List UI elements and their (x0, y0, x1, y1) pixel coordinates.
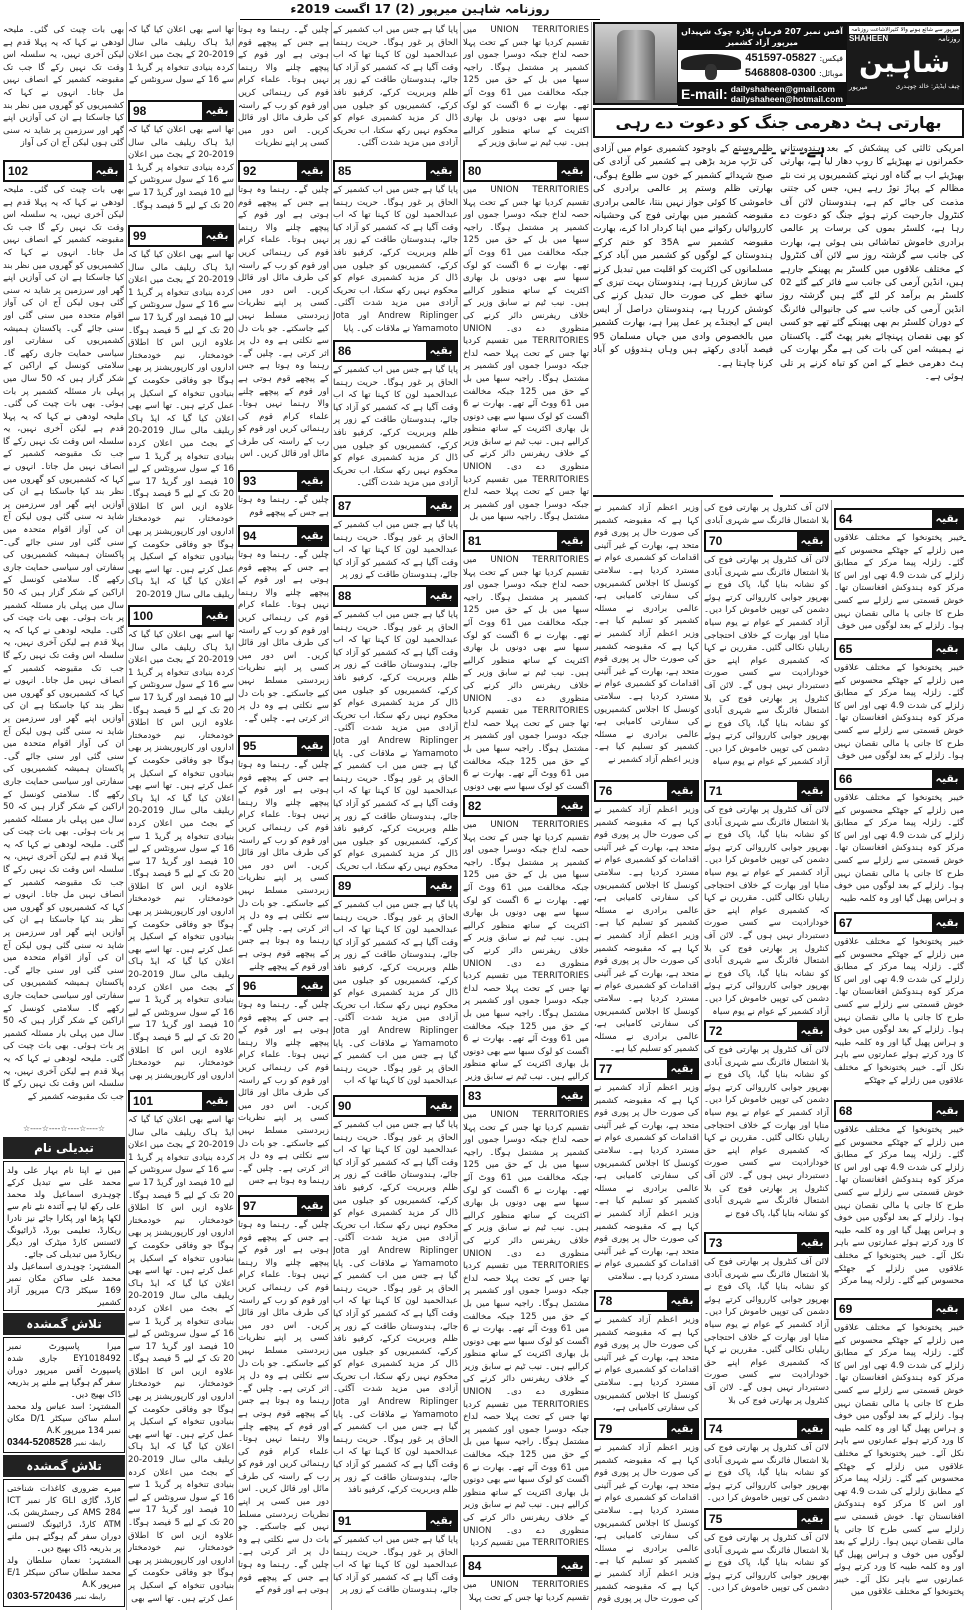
continuation-marker (333, 585, 458, 607)
eagle-icon (681, 50, 741, 82)
news-column-b (704, 502, 829, 1608)
marker-label: بقیہ (426, 587, 456, 605)
continuation-marker (834, 1298, 964, 1320)
marker-number: 74 (709, 1422, 723, 1436)
continuation-marker (333, 160, 458, 182)
email-panel (678, 82, 846, 106)
continuation-marker (333, 875, 458, 897)
news-column-f-text: چلیں گے۔ رہنما وہ ہوتا ہے جس کے پیچھے قوم (238, 495, 329, 518)
news-column-d-text: UNION TERRITORIES میں تقسیم کردیا تھا جس کے تحت پہلا حصہ لداخ جبکہ دوسرا جموں اور کشمیر پر مشتمل ہوگا۔ راجیہ سبھا میں بل کے حق میں 125 جبکہ مخالفت میں 61 ووٹ آئے تھے۔ بھارت نے 6 اگست کو لوک سبھا سے بھی دونوں بل بھاری اکثریت کے ساتھ منظور کرالیے ہیں۔ نیب ٹیم نے سابق وزیر کے (463, 25, 589, 149)
news-column-a (834, 502, 964, 1608)
continuation-marker (463, 160, 589, 182)
marker-number: 92 (243, 164, 257, 178)
continuation-marker (128, 100, 234, 122)
lost-heading-2: تلاش گمشدہ (3, 1455, 125, 1477)
continuation-marker (834, 508, 964, 530)
news-column-a-text: خیبر پختونخوا کے مختلف علاقوں میں زلزلے کے جھٹکے محسوس کیے گئے۔ زلزلہ پیما مرکز کے مطابق زلزلے کی شدت 4.9 تھی اور اس کا مرکز کوہ ہندوکش افغانستان تھا۔ خوش قسمتی سے زلزلے سے کسی طرح کا جانی یا مالی نقصان نہیں ہوا۔ زلزلے کے بعد لوگوں میں خوف و ہراس پھیل گیا اور وہ کلمہ طیبہ (834, 793, 964, 904)
marker-number: 67 (839, 916, 853, 930)
logo-title: شاہین (858, 46, 951, 79)
news-column-e-text: پایا گیا ہے جس میں اب کشمیر کے الحاق پر غور ہوگا۔ حریت رہنما عبدالحمید لون کا کہنا تھا کہ اب وقت آگیا ہے کہ کشمیر کو آزاد کیا جائے، ہندوستان طاقت کے زور پر (333, 1535, 458, 1596)
mobile-line: موبائل: 0300-5468808 (744, 67, 843, 79)
monument-photo (595, 24, 677, 103)
star-separator: ☆----☆----☆----☆----☆ (22, 1124, 106, 1133)
news-column-e-text: پایا گیا ہے جس میں اب کشمیر کے الحاق پر غور ہوگا۔ حریت رہنما عبدالحمید لون کا کہنا تھا کہ اب وقت آگیا ہے کہ کشمیر کو آزاد کیا جائے، ہندوستان طاقت کے زور پر (333, 520, 458, 581)
logo-tagline: میرپور سے شائع ہونے والا کثیرالاشاعت روزنامہ (849, 26, 960, 34)
marker-number: 80 (468, 164, 482, 178)
ad-body: میرے ضروری کاغذات شناختی کارڈ، گاڑی GLI کار نمبر ICT AMS 284 کی رجسٹریشن بک، ATM کارڈ، ڈرائیونگ لائسنس دوران سفر گم ہوگئے ہیں ملنے پر بذریعہ ڈاک بھیج دیں۔ (7, 1483, 121, 1553)
logo-city: میرپور (849, 83, 868, 91)
continuation-marker (128, 225, 234, 247)
marker-number: 94 (243, 529, 257, 543)
news-column-b-text: لائن آف کنٹرول پر بھارتی فوج کی بلا اشتعال فائرنگ سے شہری آبادی کو نشانہ بنایا گیا، پاک فوج نے بھرپور جوابی کارروائی کرتے ہوئے دشمن کی توپیں خاموش کرا دیں۔ آزاد کشمیر کے عوام نے یوم سیاہ منایا اور بھارت کے خلاف احتجاجی ریلیاں نکالی گئیں۔ مقررین نے کہا کہ کشمیری عوام اپنے حق خودارادیت سے کسی صورت دستبردار نہیں ہوں گے۔ لائن آف کنٹرول پر بھارتی فوج کی بلا اشتعال فائرنگ سے شہری آبادی کو نشانہ بنایا گیا، پاک فوج نے بھرپور جوابی کارروائی کرتے ہوئے دشمن کی توپیں خاموش کرا دیں۔ آزاد کشمیر کے عوام نے یوم سیاہ (704, 555, 829, 767)
news-column-f-text: چلیں گے۔ رہنما وہ ہوتا ہے جس کے پیچھے قوم ہوتی ہے اور قوم کے پیچھے چلنے والا رہنما نہیں ہوتا۔ علماء کرام قوم کی رہنمائی کریں اور قوم کو رب کے راستہ کی طرف مائل اور قائل کریں۔ اس دور میں کسی پر اپنے نظریات زبردستی مسلط نہیں کیے جاسکتے۔ جو بات دل سے نکلتی ہے وہ دل پر اثر کرتی ہے۔ چلیں گے۔ رہنما وہ ہوتا ہے جس کے پیچھے قوم ہوتی ہے اور قوم کے پیچھے چلنے والا رہنما نہیں ہوتا۔ علماء کرام قوم کی رہنمائی کریں اور قوم کو رب کے راستہ کی طرف مائل اور قائل کریں۔ اس (238, 185, 329, 460)
classifieds-section (3, 1123, 125, 1607)
marker-label: بقیہ (557, 162, 587, 180)
marker-label: بقیہ (797, 1022, 827, 1040)
news-column-e-text: پایا گیا ہے جس میں اب کشمیر کے الحاق پر غور ہوگا۔ حریت رہنما عبدالحمید لون کا کہنا تھا کہ اب وقت آگیا ہے کہ کشمیر کو آزاد کیا جائے، ہندوستان طاقت کے زور پر ظلم وبربریت کرکے، کرفیو نافذ کرکے، کشمیریوں کو جیلوں میں ڈال کر مزید کشمیری عوام کو محکوم نہیں رکھ سکتا، اب تحریک آزادی میں مزید شدت آگئی۔ Andrew Riplinger اور Jota Yamamoto نے ملاقات کی۔ پایا گیا ہے جس میں اب کشمیر کے الحاق پر غور ہوگا۔ حریت رہنما عبدالحمید لون کا کہنا تھا کہ اب وقت آگیا ہے کہ کشمیر کو آزاد کیا جائے، ہندوستان طاقت کے زور پر ظلم وبربریت کرکے، کرفیو نافذ کرکے، کشمیریوں کو جیلوں میں ڈال کر مزید کشمیری عوام کو محکوم نہیں رکھ سکتا، اب تحریک (333, 610, 458, 872)
continuation-marker (3, 160, 124, 182)
marker-number: 93 (243, 474, 257, 488)
marker-number: 96 (243, 979, 257, 993)
news-column-d-text: UNION TERRITORIES میں تقسیم کردیا تھا جس کے تحت پہلا (463, 1580, 589, 1603)
marker-number: 87 (338, 499, 352, 513)
continuation-marker (333, 495, 458, 517)
lost-ad-1 (3, 1337, 125, 1453)
ad-phone: 0303-5720436 (7, 1591, 72, 1602)
news-column-f-text: چلیں گے۔ رہنما وہ ہوتا ہے جس کے پیچھے قوم ہوتی ہے اور قوم کے پیچھے چلنے والا رہنما نہیں ہوتا۔ علماء کرام قوم کی رہنمائی کریں اور قوم کو رب کے راستہ کی طرف مائل اور قائل کریں۔ اس دور میں کسی پر اپنے نظریات (238, 25, 329, 149)
marker-number: 64 (839, 512, 853, 526)
news-column-b-text: لائن آف کنٹرول پر بھارتی فوج کی بلا اشتعال فائرنگ سے شہری آبادی کو نشانہ بنایا گیا، پاک فوج نے بھرپور جوابی کارروائی کرتے ہوئے دشمن کی توپیں خاموش کرا دیں۔ آزاد کشمیر کے عوام نے یوم سیاہ منایا اور بھارت کے خلاف احتجاجی ریلیاں نکالی گئیں۔ مقررین نے کہا کہ کشمیری عوام اپنے حق خودارادیت سے کسی صورت دستبردار نہیں ہوں گے۔ لائن آف کنٹرول پر بھارتی فوج کی بلا (704, 1257, 829, 1406)
continuation-marker (238, 470, 329, 492)
continuation-marker (463, 530, 589, 552)
marker-label: بقیہ (557, 1557, 587, 1575)
marker-number: 66 (839, 772, 853, 786)
contact-panel (677, 24, 847, 103)
fax-number: 05827-451597 (745, 52, 817, 64)
page-dateline: روزنامہ شاہین میرپور (2) 17 اگست 2019ء (240, 1, 600, 20)
news-column-a-text: خیبر پختونخوا کے مختلف علاقوں میں زلزلے کے جھٹکے محسوس کیے گئے۔ زلزلہ پیما مرکز کے مطابق زلزلے کی شدت 4.9 تھی اور اس کا مرکز کوہ ہندوکش افغانستان تھا۔ خوش قسمتی سے زلزلے سے کسی طرح کا جانی یا مالی نقصان نہیں ہوا۔ زلزلے کے بعد لوگوں میں خوف (834, 533, 964, 632)
ad-body: میں نے اپنا نام بہار علی ولد محمد علی سے تبدیل کرکے چوہدری اسماعیل ولد محمد علی رکھ لیا ہے آئندہ نئے نام سے لکھا پڑھا اور پکارا جائے نیز نادرا ریکارڈ، تعلیمی بورڈ، ڈرائیونگ لائسنس کارڈ میٹرک اور دیگر ریکارڈ میں تبدیلی کی جائے۔ (7, 1165, 121, 1259)
marker-label: بقیہ (667, 1292, 697, 1310)
continuation-marker (594, 1058, 699, 1080)
editorial-headline: بھارتی ہٹ دھرمی جنگ کو دعوت دے رہی ہے۔۔۔۔۔۔۔۔ (593, 108, 964, 138)
marker-number: 77 (599, 1062, 613, 1076)
ad-advertiser: المشتہر: چوہدری اسماعیل ولد محمد علی ساکن مکان نمبر 169 سیکٹر C/3 میرپور آزاد کشمیر (7, 1261, 121, 1307)
news-column-e-text: پایا گیا ہے جس میں اب کشمیر کے الحاق پر غور ہوگا۔ حریت رہنما عبدالحمید لون کا کہنا تھا کہ اب وقت آگیا ہے کہ کشمیر کو آزاد کیا جائے، ہندوستان طاقت کے زور پر ظلم وبربریت کرکے، کرفیو نافذ کرکے، کشمیریوں کو جیلوں میں ڈال کر مزید کشمیری عوام کو محکوم نہیں رکھ سکتا، اب تحریک آزادی میں مزید شدت آگئی۔ (333, 25, 458, 149)
editorial-column-1: امریکی ثالثی کی پیشکش کے بعد ہندوستانی حکمرانوں نے بھیڑیئے کا روپ دھار لیا ہے، بھارتی بھیڑیئے اب بے گناہ اور نہتے کشمیریوں پر نت نئے مظالم کے پہاڑ توڑ رہے ہیں، جس کی جتنی مذمت کی جائے کم ہے، ہندوستان لائن آف کنٹرول جارحیت کرتے ہوئے جنگ کو دعوت دے رہا ہے، کلسٹر بموں کی برسات پر عالمی برادری خاموش تماشائی بنی ہوئی ہے، بھارت کی جانب سے گزشتہ روز سے لائن آف کنٹرول کے مختلف علاقوں میں کلسٹر بم پھینکے جارہے ہیں، انڈین آرمی کی جانب سے فائر کیے گئے 02 کلسٹر بم برآمد کر لئے گئے ہیں گزشتہ روز انڈین آرمی کی جانب سے کی جانیوالی فائرنگ کے دوران کلسٹر بم بھی پھینکے گئے تھے جو کسی کو بھی نقصان پہنچائے بغیر پھٹ گئے۔ پاکستان نے ہمیشہ امن کی بات کی ہے مگر بھارت کی ہٹ دھرمی خطے کے امن کو تباہ کرنے پر تلی ہوئی ہے۔ (780, 142, 964, 497)
marker-number: 70 (709, 534, 723, 548)
news-column-c-text: وزیر اعظم آزاد کشمیر نے کہا ہے کہ مقبوضہ کشمیر کی صورت حال پر پوری قوم متحد ہے، بھارت کے غیر آئینی اقدامات کو کشمیری عوام نے مسترد کردیا ہے۔ سلامتی کونسل کا اجلاس کشمیریوں کی سفارتی کامیابی ہے، (594, 1315, 699, 1414)
news-column-d-text: UNION TERRITORIES میں تقسیم کردیا تھا جس کے تحت پہلا حصہ لداخ جبکہ دوسرا جموں اور کشمیر پر مشتمل ہوگا۔ راجیہ سبھا میں بل کے حق میں 125 جبکہ مخالفت میں 61 ووٹ آئے تھے۔ بھارت نے 6 اگست کو لوک سبھا سے بھی دونوں بل بھاری اکثریت کے ساتھ منظور کرالیے ہیں۔ نیب ٹیم نے سابق وزیر کے خلاف ریفرنس دائر کرنے کی منظوری دے دی۔ UNION TERRITORIES میں تقسیم کردیا تھا جس کے تحت پہلا حصہ لداخ جبکہ دوسرا جموں اور کشمیر پر مشتمل ہوگا۔ راجیہ سبھا میں بل کے حق میں 125 جبکہ مخالفت میں 61 ووٹ آئے تھے۔ بھارت نے 6 اگست کو لوک سبھا سے بھی دونوں بل بھاری اکثریت کے ساتھ منظور کرالیے ہیں۔ نیب ٹیم نے سابق وزیر کے خلاف ریفرنس دائر کرنے کی منظوری دے دی۔ UNION TERRITORIES میں تقسیم کردیا تھا جس کے تحت پہلا حصہ لداخ جبکہ دوسرا جموں اور کشمیر پر مشتمل ہوگا۔ راجیہ سبھا میں بل (463, 185, 589, 523)
marker-number: 71 (709, 784, 723, 798)
news-column-d-text: UNION TERRITORIES میں تقسیم کردیا تھا جس کے تحت پہلا حصہ لداخ جبکہ دوسرا جموں اور کشمیر پر مشتمل ہوگا۔ راجیہ سبھا میں بل کے حق میں 125 جبکہ مخالفت میں 61 ووٹ آئے تھے۔ بھارت نے 6 اگست کو لوک سبھا سے بھی دونوں بل بھاری اکثریت کے ساتھ منظور کرالیے ہیں۔ نیب ٹیم نے سابق وزیر کے خلاف ریفرنس دائر کرنے کی منظوری دے دی۔ UNION TERRITORIES میں تقسیم کردیا تھا جس کے تحت پہلا حصہ لداخ جبکہ دوسرا جموں اور کشمیر پر مشتمل ہوگا۔ راجیہ سبھا میں بل کے حق میں 125 جبکہ مخالفت میں 61 ووٹ آئے تھے۔ بھارت نے 6 اگست کو لوک سبھا سے بھی دونوں بل بھاری اکثریت کے ساتھ منظور کرالیے ہیں۔ نیب ٹیم نے سابق وزیر (463, 820, 589, 1082)
news-column-a-text: خیبر پختونخوا کے مختلف علاقوں میں زلزلے کے جھٹکے محسوس کیے گئے۔ زلزلہ پیما مرکز کے مطابق زلزلے کی شدت 4.9 تھی اور اس کا مرکز کوہ ہندوکش افغانستان تھا۔ خوش قسمتی سے زلزلے سے کسی طرح کا جانی یا مالی نقصان نہیں ہوا۔ زلزلے کے بعد لوگوں میں خوف و ہراس پھیل گیا اور وہ کلمہ طیبہ کا ورد کرتے ہوئے عمارتوں سے باہر نکل آئے۔ خیبر پختونخوا کے مختلف علاقوں میں زلزلے کے جھٹکے (834, 937, 964, 1086)
email-gmail: dailyshaheen@gmail.com (730, 84, 835, 94)
news-column-g-text: تھا اسے بھی اعلان کیا گیا کہ ایڈ ہاک ریلیف مالی سال 2019-20 کے بجٹ میں اعلان کردہ بنیادی تنخواہ پر گریڈ 1 سے 16 کے سول سرونٹس کے لیے 10 فیصد اور گریڈ 17 سے 20 تک کے لیے 5 فیصد ہوگا۔ علاوہ ازیں اس کا اطلاق خودمختار، نیم خودمختار اداروں اور کارپوریشنز پر بھی ہوگا جو وفاقی حکومت کے بنیادوں تنخواہ کے اسکیل پر عمل کرتے ہیں۔ تھا اسے بھی اعلان کیا گیا کہ ایڈ ہاک ریلیف مالی سال 2019-20 کے بجٹ میں اعلان کردہ بنیادی تنخواہ پر گریڈ 1 سے 16 کے سول سرونٹس کے لیے 10 فیصد اور گریڈ 17 سے 20 تک کے لیے 5 فیصد ہوگا۔ علاوہ ازیں اس کا اطلاق خودمختار، نیم خودمختار اداروں اور کارپوریشنز پر بھی ہوگا جو وفاقی حکومت کے بنیادوں تنخواہ کے اسکیل پر عمل کرتے ہیں۔ تھا اسے بھی اعلان کیا گیا کہ ایڈ ہاک ریلیف مالی سال 2019-20 کے بجٹ میں اعلان کردہ بنیادی تنخواہ پر گریڈ 1 سے 16 کے سول سرونٹس کے لیے 10 فیصد اور گریڈ 17 سے 20 تک کے لیے 5 فیصد ہوگا۔ علاوہ ازیں اس کا اطلاق خودمختار، نیم خودمختار اداروں اور کارپوریشنز پر بھی ہوگا جو وفاقی حکومت کے بنیادوں تنخواہ کے اسکیل پر عمل کرتے ہیں۔ تھا اسے بھی (128, 1115, 234, 1604)
continuation-marker (834, 638, 964, 660)
news-column-h (3, 24, 124, 1117)
email-hotmail: dailyshaheen@hotmail.com (730, 94, 843, 104)
marker-label: بقیہ (797, 532, 827, 550)
marker-number: 75 (709, 1512, 723, 1526)
continuation-marker (463, 795, 589, 817)
marker-number: 69 (839, 1302, 853, 1316)
continuation-marker (834, 768, 964, 790)
email-label: E-mail: (681, 86, 728, 102)
marker-number: 85 (338, 164, 352, 178)
ad-phone-label: رابطہ نمبر (74, 1439, 106, 1447)
news-column-g (128, 24, 234, 1608)
marker-number: 99 (133, 229, 147, 243)
ad-advertiser: المشتہر: نعمان سلطان ولد محمد سلطان ساکن سیکٹر E/1 میرپور A.K (7, 1555, 121, 1589)
marker-label: بقیہ (92, 162, 122, 180)
marker-number: 83 (468, 1089, 482, 1103)
news-column-f (238, 24, 329, 1608)
marker-number: 84 (468, 1559, 482, 1573)
continuation-marker (238, 735, 329, 757)
marker-label: بقیہ (202, 607, 232, 625)
marker-number: 65 (839, 642, 853, 656)
marker-number: 73 (709, 1236, 723, 1250)
news-column-g-text: تھا اسے بھی اعلان کیا گیا کہ ایڈ ہاک ریلیف مالی سال 2019-20 کے بجٹ میں اعلان کردہ بنیادی تنخواہ پر گریڈ 1 سے 16 کے سول سرونٹس کے لیے 10 فیصد اور گریڈ 17 سے 20 تک کے لیے 5 فیصد ہوگا۔ (128, 125, 234, 211)
news-column-b-text: لائن آف کنٹرول پر بھارتی فوج کی بلا اشتعال فائرنگ سے شہری آبادی کو نشانہ بنایا گیا، پاک فوج نے بھرپور جوابی کارروائی کرتے ہوئے دشمن کی توپیں خاموش کرا دیں۔ آزاد کشمیر کے عوام نے یوم سیاہ منایا اور بھارت کے خلاف احتجاجی ریلیاں نکالی گئیں۔ مقررین نے کہا کہ کشمیری عوام اپنے حق خودارادیت سے کسی صورت دستبردار نہیں ہوں گے۔ لائن آف کنٹرول پر بھارتی فوج کی بلا اشتعال فائرنگ سے شہری آبادی کو نشانہ بنایا گیا، پاک فوج نے بھرپور جوابی کارروائی کرتے ہوئے دشمن کی توپیں خاموش کرا دیں۔ آزاد کشمیر کے عوام نے یوم سیاہ (704, 805, 829, 1017)
news-column-e-text: پایا گیا ہے جس میں اب کشمیر کے الحاق پر غور ہوگا۔ حریت رہنما عبدالحمید لون کا کہنا تھا کہ اب وقت آگیا ہے کہ کشمیر کو آزاد کیا جائے، ہندوستان طاقت کے زور پر ظلم وبربریت کرکے، کرفیو نافذ کرکے، کشمیریوں کو جیلوں میں ڈال کر مزید کشمیری عوام کو محکوم نہیں رکھ سکتا، اب تحریک آزادی میں مزید شدت آگئی۔ Andrew Riplinger اور Jota Yamamoto نے ملاقات کی۔ پایا گیا ہے جس میں اب کشمیر کے الحاق پر غور ہوگا۔ حریت رہنما عبدالحمید لون کا کہنا تھا کہ اب (333, 900, 458, 1087)
marker-label: بقیہ (797, 782, 827, 800)
news-column-e-text: پایا گیا ہے جس میں اب کشمیر کے الحاق پر غور ہوگا۔ حریت رہنما عبدالحمید لون کا کہنا تھا کہ اب وقت آگیا ہے کہ کشمیر کو آزاد کیا جائے، ہندوستان طاقت کے زور پر ظلم وبربریت کرکے، کرفیو نافذ کرکے، کشمیریوں کو جیلوں میں ڈال کر مزید کشمیری عوام کو محکوم نہیں رکھ سکتا، اب تحریک آزادی میں مزید شدت آگئی۔ (333, 365, 458, 489)
marker-label: بقیہ (297, 737, 327, 755)
marker-number: 90 (338, 1099, 352, 1113)
news-column-e (333, 24, 458, 1608)
marker-label: بقیہ (797, 1420, 827, 1438)
continuation-marker (333, 340, 458, 362)
news-column-b-text: لائن آف کنٹرول پر بھارتی فوج کی بلا اشتعال فائرنگ سے شہری آبادی (704, 503, 829, 526)
newspaper-logo (847, 24, 962, 103)
marker-label: بقیہ (426, 1512, 456, 1530)
continuation-marker (463, 1555, 589, 1577)
masthead (593, 22, 964, 105)
marker-number: 98 (133, 104, 147, 118)
marker-label: بقیہ (202, 1092, 232, 1110)
marker-number: 97 (243, 1199, 257, 1213)
marker-number: 89 (338, 879, 352, 893)
chief-editor: چیف ایڈیٹر: خالد چوہدری (895, 83, 960, 90)
marker-label: بقیہ (667, 1420, 697, 1438)
news-column-f-text: چلیں گے۔ رہنما وہ ہوتا ہے جس کے پیچھے قوم ہوتی ہے اور قوم کے پیچھے چلنے والا رہنما نہیں ہوتا۔ علماء کرام قوم کی رہنمائی کریں اور قوم کو رب کے راستہ کی طرف مائل اور قائل کریں۔ اس دور میں کسی پر اپنے نظریات زبردستی مسلط نہیں کیے جاسکتے۔ جو بات دل سے نکلتی ہے وہ دل پر اثر کرتی ہے۔ چلیں گے۔ رہنما وہ ہوتا ہے جس کے پیچھے قوم ہوتی ہے اور قوم کے پیچھے چلنے والا رہنما نہیں ہوتا۔ علماء کرام قوم کی رہنمائی کریں اور قوم کو رب کے راستہ کی طرف مائل اور قائل کریں۔ اس دور میں کسی پر اپنے نظریات زبردستی مسلط نہیں کیے جاسکتے۔ جو بات دل سے نکلتی ہے وہ دل پر اثر کرتی ہے۔ چلیں گے۔ رہنما وہ ہوتا ہے جس کے پیچھے قوم ہوتی ہے اور قوم کے (238, 1220, 329, 1596)
news-column-e-text: پایا گیا ہے جس میں اب کشمیر کے الحاق پر غور ہوگا۔ حریت رہنما عبدالحمید لون کا کہنا تھا کہ اب وقت آگیا ہے کہ کشمیر کو آزاد کیا جائے، ہندوستان طاقت کے زور پر ظلم وبربریت کرکے، کرفیو نافذ کرکے، کشمیریوں کو جیلوں میں ڈال کر مزید کشمیری عوام کو محکوم نہیں رکھ سکتا، اب تحریک آزادی میں مزید شدت آگئی۔ Andrew Riplinger اور Jota Yamamoto نے ملاقات کی۔ پایا (333, 185, 458, 334)
marker-label: بقیہ (297, 527, 327, 545)
news-column-d (463, 24, 589, 1608)
marker-label: بقیہ (202, 102, 232, 120)
continuation-marker (704, 1232, 829, 1254)
lost-heading-1: تلاش گمشدہ (3, 1313, 125, 1335)
continuation-marker (463, 1085, 589, 1107)
news-column-c (594, 502, 699, 1608)
ad-phone: 0344-5208528 (7, 1437, 72, 1448)
news-column-a-text: خیبر پختونخوا کے مختلف علاقوں میں زلزلے کے جھٹکے محسوس کیے گئے۔ زلزلہ پیما مرکز کے مطابق زلزلے کی شدت 4.9 تھی اور اس کا مرکز کوہ ہندوکش افغانستان تھا۔ خوش قسمتی سے زلزلے سے کسی طرح کا جانی یا مالی نقصان نہیں ہوا۔ زلزلے کے بعد لوگوں میں خوف (834, 663, 964, 762)
marker-label: بقیہ (426, 162, 456, 180)
editorial-column-2: ظلم وستم کے باوجود کشمیری عوام میں آزادی کی تڑپ مزید بڑھی ہے کشمیر کی آزادی کی صبح شہدائے کشمیر کے خون سے طلوع ہوگی، بھارتی ظلم وستم پر عالمی برادری کی خاموشی کا کوئی جواز نہیں بنتا، عالمی برادری مقبوضہ کشمیر میں بھارتی فوج کی وحشیانہ کارروائیاں رکوانے میں اپنا کردار ادا کرے، بھارت مقبوضہ کشمیر سے 35A کو ختم کرکے ہندوستان کے لوگوں کو کشمیر میں آباد کرکے مسلمانوں کی اکثریت کو اقلیت میں تبدیل کرنے کی سازش کررہا ہے، ہندوستان بہت تیزی کے ساتھ خطے کی صورت حال تبدیل کرنے کی کوشش کررہا ہے، ہندوستان دراصل آر ایس ایس کے ایجنڈے پر عمل پیرا ہے، بھارت کشمیر میں بالخصوص وادی میں جہاں مسلمان 95 فیصد آبادی رکھتے ہیں وہاں ہندوؤں کو آباد کرنا چاہتا ہے۔ (593, 142, 773, 497)
marker-number: 79 (599, 1422, 613, 1436)
news-column-e-text: پایا گیا ہے جس میں اب کشمیر کے الحاق پر غور ہوگا۔ حریت رہنما عبدالحمید لون کا کہنا تھا کہ اب وقت آگیا ہے کہ کشمیر کو آزاد کیا جائے، ہندوستان طاقت کے زور پر ظلم وبربریت کرکے، کرفیو نافذ کرکے، کشمیریوں کو جیلوں میں ڈال کر مزید کشمیری عوام کو محکوم نہیں رکھ سکتا، اب تحریک آزادی میں مزید شدت آگئی۔ Andrew Riplinger اور Jota Yamamoto نے ملاقات کی۔ پایا گیا ہے جس میں اب کشمیر کے الحاق پر غور ہوگا۔ حریت رہنما عبدالحمید لون کا کہنا تھا کہ اب وقت آگیا ہے کہ کشمیر کو آزاد کیا جائے، ہندوستان طاقت کے زور پر ظلم وبربریت کرکے، کرفیو نافذ کرکے، کشمیریوں کو جیلوں میں ڈال کر مزید کشمیری عوام کو محکوم نہیں رکھ سکتا، اب تحریک آزادی میں مزید شدت آگئی۔ Andrew Riplinger اور Jota Yamamoto نے ملاقات کی۔ پایا گیا ہے جس میں اب کشمیر کے الحاق پر غور ہوگا۔ حریت رہنما عبدالحمید لون کا کہنا تھا کہ اب وقت آگیا ہے کہ کشمیر کو آزاد کیا جائے، ہندوستان طاقت کے زور پر ظلم وبربریت کرکے، کرفیو نافذ (333, 1120, 458, 1496)
marker-number: 82 (468, 799, 482, 813)
continuation-marker (333, 1095, 458, 1117)
continuation-marker (704, 1020, 829, 1042)
news-column-g-text: تھا اسے بھی اعلان کیا گیا کہ ایڈ ہاک ریلیف مالی سال 2019-20 کے بجٹ میں اعلان کردہ بنیادی تنخواہ پر گریڈ 1 سے 16 کے سول سرونٹس کے لیے 10 فیصد اور گریڈ 17 سے 20 تک کے لیے 5 فیصد ہوگا۔ علاوہ ازیں اس کا اطلاق خودمختار، نیم خودمختار اداروں اور کارپوریشنز پر بھی ہوگا جو وفاقی حکومت کے بنیادوں تنخواہ کے اسکیل پر عمل کرتے ہیں۔ تھا اسے بھی اعلان کیا گیا کہ ایڈ ہاک ریلیف مالی سال 2019-20 کے بجٹ میں اعلان کردہ بنیادی تنخواہ پر گریڈ 1 سے 16 کے سول سرونٹس کے لیے 10 فیصد اور گریڈ 17 سے 20 تک کے لیے 5 فیصد ہوگا۔ علاوہ ازیں اس کا اطلاق خودمختار، نیم خودمختار اداروں اور کارپوریشنز پر بھی ہوگا جو وفاقی حکومت کے بنیادوں تنخواہ کے اسکیل پر عمل کرتے ہیں۔ تھا اسے بھی اعلان کیا گیا کہ ایڈ ہاک ریلیف مالی سال 2019-20 (128, 250, 234, 601)
name-change-heading: تبدیلی نام (3, 1137, 125, 1159)
marker-label: بقیہ (202, 227, 232, 245)
marker-label: بقیہ (557, 797, 587, 815)
news-column-d-text: UNION TERRITORIES میں تقسیم کردیا تھا جس کے تحت پہلا حصہ لداخ جبکہ دوسرا جموں اور کشمیر پر مشتمل ہوگا۔ راجیہ سبھا میں بل کے حق میں 125 جبکہ مخالفت میں 61 ووٹ آئے تھے۔ بھارت نے 6 اگست کو لوک سبھا سے بھی دونوں بل بھاری اکثریت کے ساتھ منظور کرالیے ہیں۔ نیب ٹیم نے سابق وزیر کے خلاف ریفرنس دائر کرنے کی منظوری دے دی۔ UNION TERRITORIES میں تقسیم کردیا تھا جس کے تحت پہلا حصہ لداخ جبکہ دوسرا جموں اور کشمیر پر مشتمل ہوگا۔ راجیہ سبھا میں بل کے حق میں 125 جبکہ مخالفت میں 61 ووٹ آئے تھے۔ بھارت نے 6 اگست کو لوک سبھا سے بھی دونوں (463, 555, 589, 792)
news-column-f-text: چلیں گے۔ رہنما وہ ہوتا ہے جس کے پیچھے قوم ہوتی ہے اور قوم کے پیچھے چلنے والا رہنما نہیں ہوتا۔ علماء کرام قوم کی رہنمائی کریں اور قوم کو رب کے راستہ کی طرف مائل اور قائل کریں۔ اس دور میں کسی پر اپنے نظریات زبردستی مسلط نہیں کیے جاسکتے۔ جو بات دل سے نکلتی ہے وہ دل پر اثر کرتی ہے۔ چلیں گے۔ (238, 550, 329, 724)
news-column-a-text: خیبر پختونخوا کے مختلف علاقوں میں زلزلے کے جھٹکے محسوس کیے گئے۔ زلزلہ پیما مرکز کے مطابق زلزلے کی شدت 4.9 تھی اور اس کا مرکز کوہ ہندوکش افغانستان تھا۔ خوش قسمتی سے زلزلے سے کسی طرح کا جانی یا مالی نقصان نہیں ہوا۔ زلزلے کے بعد لوگوں میں خوف و ہراس پھیل گیا اور وہ کلمہ طیبہ کا ورد کرتے ہوئے عمارتوں سے باہر نکل آئے۔ خیبر پختونخوا کے مختلف علاقوں میں زلزلے کے جھٹکے محسوس کیے گئے۔ زلزلہ پیما مرکز (834, 1125, 964, 1287)
marker-number: 95 (243, 739, 257, 753)
continuation-marker (238, 975, 329, 997)
marker-label: بقیہ (297, 1197, 327, 1215)
news-column-h-text: بھی بات چیت کی گئی۔ ملیحہ لودھی نے کہا کہ یہ پہلا قدم ہے لیکن آخری نہیں، یہ سلسلہ اس وقت تک نہیں رکے گا جب تک مقبوضہ کشمیر کے انصاف نہیں مل جاتا۔ انہوں نے کہا کہ کشمیریوں کو گھروں میں نظر بند کیا جاسکتا ہے ان کی آوازیں اپنے گھر اور سرزمین پر شاید نہ سنی گئی ہوں لیکن آج ان کی آواز (3, 25, 124, 149)
marker-label: بقیہ (557, 1087, 587, 1105)
news-column-d-text: UNION TERRITORIES میں تقسیم کردیا تھا جس کے تحت پہلا حصہ لداخ جبکہ دوسرا جموں اور کشمیر پر مشتمل ہوگا۔ راجیہ سبھا میں بل کے حق میں 125 جبکہ مخالفت میں 61 ووٹ آئے تھے۔ بھارت نے 6 اگست کو لوک سبھا سے بھی دونوں بل بھاری اکثریت کے ساتھ منظور کرالیے ہیں۔ نیب ٹیم نے سابق وزیر کے خلاف ریفرنس دائر کرنے کی منظوری دے دی۔ UNION TERRITORIES میں تقسیم کردیا تھا جس کے تحت پہلا حصہ لداخ جبکہ دوسرا جموں اور کشمیر پر مشتمل ہوگا۔ راجیہ سبھا میں بل کے حق میں 125 جبکہ مخالفت میں 61 ووٹ آئے تھے۔ بھارت نے 6 اگست کو لوک سبھا سے بھی دونوں بل بھاری اکثریت کے ساتھ منظور کرالیے ہیں۔ نیب ٹیم نے سابق وزیر کے خلاف ریفرنس دائر کرنے کی منظوری دے دی۔ UNION TERRITORIES میں تقسیم کردیا تھا جس کے تحت پہلا حصہ لداخ جبکہ دوسرا جموں اور کشمیر پر مشتمل ہوگا۔ راجیہ سبھا میں بل کے حق میں 125 جبکہ مخالفت میں 61 ووٹ آئے تھے۔ بھارت نے 6 اگست کو لوک سبھا سے بھی دونوں بل بھاری اکثریت کے ساتھ منظور کرالیے ہیں۔ نیب ٹیم نے سابق وزیر کے خلاف ریفرنس دائر کرنے کی منظوری دے دی۔ UNION TERRITORIES میں تقسیم کردیا (463, 1110, 589, 1549)
marker-label: بقیہ (426, 1097, 456, 1115)
marker-label: بقیہ (426, 342, 456, 360)
marker-number: 68 (839, 1104, 853, 1118)
continuation-marker (834, 912, 964, 934)
news-column-a-text: خیبر پختونخوا کے مختلف علاقوں میں زلزلے کے جھٹکے محسوس کیے گئے۔ زلزلہ پیما مرکز کے مطابق زلزلے کی شدت 4.9 تھی اور اس کا مرکز کوہ ہندوکش افغانستان تھا۔ خوش قسمتی سے زلزلے سے کسی طرح کا جانی یا مالی نقصان نہیں ہوا۔ زلزلے کے بعد لوگوں میں خوف و ہراس پھیل گیا اور وہ کلمہ طیبہ کا ورد کرتے ہوئے عمارتوں سے باہر نکل آئے۔ خیبر پختونخوا کے مختلف علاقوں میں زلزلے کے جھٹکے محسوس کیے گئے۔ زلزلہ پیما مرکز کے مطابق زلزلے کی شدت 4.9 تھی اور اس کا مرکز کوہ ہندوکش افغانستان تھا۔ خوش قسمتی سے زلزلے سے کسی طرح کا جانی یا مالی نقصان نہیں ہوا۔ زلزلے کے بعد لوگوں میں خوف و ہراس پھیل گیا اور وہ کلمہ طیبہ کا ورد کرتے ہوئے عمارتوں سے باہر نکل آئے۔ خیبر پختونخوا کے مختلف علاقوں میں (834, 1323, 964, 1598)
continuation-marker (128, 605, 234, 627)
news-column-g-text: تھا اسے بھی اعلان کیا گیا کہ ایڈ ہاک ریلیف مالی سال 2019-20 کے بجٹ میں اعلان کردہ بنیادی تنخواہ پر گریڈ 1 سے 16 کے سول سرونٹس کے لیے 10 فیصد اور گریڈ 17 سے 20 تک کے لیے 5 فیصد ہوگا۔ علاوہ ازیں اس کا اطلاق خودمختار، نیم خودمختار اداروں اور کارپوریشنز پر بھی ہوگا جو وفاقی حکومت کے بنیادوں تنخواہ کے اسکیل پر عمل کرتے ہیں۔ تھا اسے بھی اعلان کیا گیا کہ ایڈ ہاک ریلیف مالی سال 2019-20 کے بجٹ میں اعلان کردہ بنیادی تنخواہ پر گریڈ 1 سے 16 کے سول سرونٹس کے لیے 10 فیصد اور گریڈ 17 سے 20 تک کے لیے 5 فیصد ہوگا۔ علاوہ ازیں اس کا اطلاق خودمختار، نیم خودمختار اداروں اور کارپوریشنز پر بھی ہوگا جو وفاقی حکومت کے بنیادوں تنخواہ کے اسکیل پر عمل کرتے ہیں۔ تھا اسے بھی اعلان کیا گیا کہ ایڈ ہاک ریلیف مالی سال 2019-20 کے بجٹ میں اعلان کردہ بنیادی تنخواہ پر گریڈ 1 سے 16 کے سول سرونٹس کے لیے 10 فیصد اور گریڈ 17 سے 20 تک کے لیے 5 فیصد ہوگا۔ علاوہ ازیں اس کا اطلاق خودمختار، نیم خودمختار اداروں اور کارپوریشنز پر بھی (128, 630, 234, 1081)
news-column-f-text: چلیں گے۔ رہنما وہ ہوتا ہے جس کے پیچھے قوم ہوتی ہے اور قوم کے پیچھے چلنے والا رہنما نہیں ہوتا۔ علماء کرام قوم کی رہنمائی کریں اور قوم کو رب کے راستہ کی طرف مائل اور قائل کریں۔ اس دور میں کسی پر اپنے نظریات زبردستی مسلط نہیں کیے جاسکتے۔ جو بات دل سے نکلتی ہے وہ دل پر اثر کرتی ہے۔ چلیں گے۔ رہنما وہ ہوتا ہے جس کے پیچھے قوم ہوتی ہے اور قوم کے پیچھے چلنے (238, 760, 329, 972)
marker-label: بقیہ (932, 770, 962, 788)
fax-line: فیکس: 05827-451597 (745, 52, 843, 64)
news-column-f-text: چلیں گے۔ رہنما وہ ہوتا ہے جس کے پیچھے قوم ہوتی ہے اور قوم کے پیچھے چلنے والا رہنما نہیں ہوتا۔ علماء کرام قوم کی رہنمائی کریں اور قوم کو رب کے راستہ کی طرف مائل اور قائل کریں۔ اس دور میں کسی پر اپنے نظریات زبردستی مسلط نہیں کیے جاسکتے۔ جو بات دل سے نکلتی ہے وہ دل پر اثر کرتی ہے۔ چلیں گے۔ رہنما وہ ہوتا ہے جس (238, 1000, 329, 1187)
marker-label: بقیہ (932, 1102, 962, 1120)
marker-number: 102 (8, 164, 29, 178)
marker-number: 91 (338, 1514, 352, 1528)
marker-label: بقیہ (932, 914, 962, 932)
marker-label: بقیہ (426, 497, 456, 515)
mobile-number: 0300-5468808 (744, 67, 816, 79)
continuation-marker (704, 1508, 829, 1530)
marker-number: 81 (468, 534, 482, 548)
continuation-marker (834, 1100, 964, 1122)
continuation-marker (704, 780, 829, 802)
continuation-marker (238, 1195, 329, 1217)
marker-label: بقیہ (297, 977, 327, 995)
marker-label: بقیہ (932, 1300, 962, 1318)
marker-label: بقیہ (797, 1510, 827, 1528)
marker-number: 100 (133, 609, 154, 623)
marker-number: 101 (133, 1094, 154, 1108)
marker-label: بقیہ (297, 162, 327, 180)
name-change-ad (3, 1161, 125, 1311)
marker-label: بقیہ (667, 782, 697, 800)
news-column-g-text: تھا اسے بھی اعلان کیا گیا کہ ایڈ ہاک ریلیف مالی سال 2019-20 کے بجٹ میں اعلان کردہ بنیادی تنخواہ پر گریڈ 1 سے 16 کے سول سرونٹس کے (128, 25, 234, 86)
news-column-c-text: وزیر اعظم آزاد کشمیر نے کہا ہے کہ مقبوضہ کشمیر کی صورت حال پر پوری قوم متحد ہے، بھارت کے غیر آئینی اقدامات کو کشمیری عوام نے مسترد کردیا ہے۔ سلامتی کونسل کا اجلاس کشمیریوں کی سفارتی کامیابی ہے، عالمی برادری نے مسئلہ کشمیر کو تسلیم کیا ہے۔ وزیر اعظم آزاد کشمیر نے کہا ہے کہ مقبوضہ کشمیر کی صورت حال پر پوری قوم متحد ہے، بھارت کے غیر آئینی اقدامات کو کشمیری عوام نے مسترد کردیا ہے۔ سلامتی کونسل کا اجلاس کشمیریوں کی سفارتی کامیابی ہے، عالمی برادری نے مسئلہ کشمیر کو تسلیم کیا ہے۔ (594, 805, 699, 1055)
continuation-marker (704, 1418, 829, 1440)
news-column-c-text: وزیر اعظم آزاد کشمیر نے کہا ہے کہ مقبوضہ کشمیر کی صورت حال پر پوری قوم متحد ہے، بھارت کے غیر آئینی اقدامات کو کشمیری عوام نے مسترد کردیا ہے۔ سلامتی کونسل کا اجلاس کشمیریوں کی سفارتی کامیابی ہے، عالمی برادری نے مسئلہ کشمیر کو تسلیم کیا ہے۔ وزیر اعظم آزاد کشمیر نے کہا ہے کہ مقبوضہ کشمیر کی صورت حال پر پوری قوم متحد ہے، بھارت کے غیر آئینی اقدامات کو کشمیری عوام نے مسترد کردیا ہے۔ سلامتی (594, 1083, 699, 1282)
marker-label: بقیہ (667, 1060, 697, 1078)
continuation-marker (594, 1418, 699, 1440)
news-column-h-text: بھی بات چیت کی گئی۔ ملیحہ لودھی نے کہا کہ یہ پہلا قدم ہے لیکن آخری نہیں، یہ سلسلہ اس وقت تک نہیں رکے گا جب تک مقبوضہ کشمیر کے انصاف نہیں مل جاتا۔ انہوں نے کہا کہ کشمیریوں کو گھروں میں نظر بند کیا جاسکتا ہے ان کی آوازیں اپنے گھر اور سرزمین پر شاید نہ سنی گئی ہوں لیکن آج ان کی آواز اقوام متحدہ میں سنی گئی اور سنی جائے گی۔ پاکستان ہمیشہ کشمیریوں کی سفارتی اور سیاسی حمایت جاری رکھے گا۔ سلامتی کونسل کے اراکین کے شکر گزار ہیں کہ 50 سال میں پہلی بار مسئلہ کشمیر پر بات ہوئی۔ بھی بات چیت کی گئی۔ ملیحہ لودھی نے کہا کہ یہ پہلا قدم ہے لیکن آخری نہیں، یہ سلسلہ اس وقت تک نہیں رکے گا جب تک مقبوضہ کشمیر کے انصاف نہیں مل جاتا۔ انہوں نے کہا کہ کشمیریوں کو گھروں میں نظر بند کیا جاسکتا ہے ان کی آوازیں اپنے گھر اور سرزمین پر شاید نہ سنی گئی ہوں لیکن آج ان کی آواز اقوام متحدہ میں سنی گئی اور سنی جائے گی۔ پاکستان ہمیشہ کشمیریوں کی سفارتی اور سیاسی حمایت جاری رکھے گا۔ سلامتی کونسل کے اراکین کے شکر گزار ہیں کہ 50 سال میں پہلی بار مسئلہ کشمیر پر بات ہوئی۔ بھی بات چیت کی گئی۔ ملیحہ لودھی نے کہا کہ یہ پہلا قدم ہے لیکن آخری نہیں، یہ سلسلہ اس وقت تک نہیں رکے گا جب تک مقبوضہ کشمیر کے انصاف نہیں مل جاتا۔ انہوں نے کہا کہ کشمیریوں کو گھروں میں نظر بند کیا جاسکتا ہے ان کی آوازیں اپنے گھر اور سرزمین پر شاید نہ سنی گئی ہوں لیکن آج ان کی آواز اقوام متحدہ میں سنی گئی اور سنی جائے گی۔ پاکستان ہمیشہ کشمیریوں کی سفارتی اور سیاسی حمایت جاری رکھے گا۔ سلامتی کونسل کے اراکین کے شکر گزار ہیں کہ 50 سال میں پہلی بار مسئلہ کشمیر پر بات ہوئی۔ بھی بات چیت کی گئی۔ ملیحہ لودھی نے کہا کہ یہ پہلا قدم ہے لیکن آخری نہیں، یہ سلسلہ اس وقت تک نہیں رکے گا جب تک مقبوضہ کشمیر کے انصاف نہیں مل جاتا۔ انہوں نے کہا کہ کشمیریوں کو گھروں میں نظر بند کیا جاسکتا ہے ان کی آوازیں اپنے گھر اور سرزمین پر شاید نہ سنی گئی ہوں لیکن آج ان کی آواز اقوام متحدہ میں سنی گئی اور سنی جائے گی۔ پاکستان ہمیشہ کشمیریوں کی سفارتی اور سیاسی حمایت جاری رکھے گا۔ سلامتی کونسل کے اراکین کے شکر گزار ہیں کہ 50 سال میں پہلی بار مسئلہ کشمیر پر بات ہوئی۔ بھی بات چیت کی گئی۔ ملیحہ لودھی نے کہا کہ یہ پہلا قدم ہے لیکن آخری نہیں، یہ سلسلہ اس وقت تک نہیں رکے گا جب تک مقبوضہ کشمیر کے (3, 185, 124, 1102)
news-column-b-text: لائن آف کنٹرول پر بھارتی فوج کی بلا اشتعال فائرنگ سے شہری آبادی کو نشانہ بنایا گیا، پاک فوج نے بھرپور جوابی کارروائی کرتے ہوئے دشمن کی توپیں خاموش کرا دیں۔ (704, 1533, 829, 1594)
continuation-marker (238, 525, 329, 547)
marker-number: 72 (709, 1024, 723, 1038)
ad-body: میرا پاسپورٹ نمبر EY1018492 جاری شدہ پاسپورٹ آفس میرپور دوران سفر گم ہوگیا ہے ملنے پر بذریعہ ڈاک بھیج دیں۔ (7, 1341, 121, 1399)
marker-number: 78 (599, 1294, 613, 1308)
ad-advertiser: المشتہر: اسد عباس ولد محمد اسلم ساکن سیکٹر D/1 مکان نمبر 134 میرپور A.K (7, 1401, 121, 1435)
marker-label: بقیہ (557, 532, 587, 550)
marker-label: بقیہ (797, 1234, 827, 1252)
marker-number: 88 (338, 589, 352, 603)
ad-phone-label: رابطہ نمبر (74, 1593, 106, 1601)
marker-number: 76 (599, 784, 613, 798)
marker-label: بقیہ (932, 510, 962, 528)
logo-english: SHAHEEN (849, 34, 889, 43)
logo-daily: روزنامہ (937, 35, 960, 43)
continuation-marker (128, 1090, 234, 1112)
lost-ad-2 (3, 1479, 125, 1607)
news-column-c-text: وزیر اعظم آزاد کشمیر نے کہا ہے کہ مقبوضہ کشمیر کی صورت حال پر پوری قوم متحد ہے، بھارت کے غیر آئینی اقدامات کو کشمیری عوام نے مسترد کردیا ہے۔ سلامتی کونسل کا اجلاس کشمیریوں کی سفارتی کامیابی ہے، عالمی برادری نے مسئلہ کشمیر کو تسلیم کیا ہے۔ وزیر اعظم آزاد کشمیر نے کہا ہے کہ مقبوضہ کشمیر کی صورت حال پر پوری قوم (594, 1443, 699, 1605)
marker-number: 86 (338, 344, 352, 358)
continuation-marker (333, 1510, 458, 1532)
continuation-marker (594, 780, 699, 802)
marker-label: بقیہ (932, 640, 962, 658)
news-column-c-text: وزیر اعظم آزاد کشمیر نے کہا ہے کہ مقبوضہ کشمیر کی صورت حال پر پوری قوم متحد ہے، بھارت کے غیر آئینی اقدامات کو کشمیری عوام نے مسترد کردیا ہے۔ سلامتی کونسل کا اجلاس کشمیریوں کی سفارتی کامیابی ہے، عالمی برادری نے مسئلہ کشمیر کو تسلیم کیا ہے۔ وزیر اعظم آزاد کشمیر نے کہا ہے کہ مقبوضہ کشمیر کی صورت حال پر پوری قوم متحد ہے، بھارت کے غیر آئینی اقدامات کو کشمیری عوام نے مسترد کردیا ہے۔ سلامتی کونسل کا اجلاس کشمیریوں کی سفارتی کامیابی ہے، عالمی برادری نے مسئلہ کشمیر کو تسلیم کیا ہے۔ وزیر اعظم آزاد کشمیر نے (594, 503, 699, 765)
news-column-b-text: لائن آف کنٹرول پر بھارتی فوج کی بلا اشتعال فائرنگ سے شہری آبادی کو نشانہ بنایا گیا، پاک فوج نے بھرپور جوابی کارروائی کرتے ہوئے دشمن کی توپیں خاموش کرا دیں۔ (704, 1443, 829, 1504)
marker-label: بقیہ (426, 877, 456, 895)
office-address: آفس نمبر 207 فرمان پلازہ چوک شہیداں میرپور آزاد کشمیر (678, 24, 846, 50)
continuation-marker (704, 530, 829, 552)
news-column-b-text: لائن آف کنٹرول پر بھارتی فوج کی بلا اشتعال فائرنگ سے شہری آبادی کو نشانہ بنایا گیا، پاک فوج نے بھرپور جوابی کارروائی کرتے ہوئے دشمن کی توپیں خاموش کرا دیں۔ آزاد کشمیر کے عوام نے یوم سیاہ منایا اور بھارت کے خلاف احتجاجی ریلیاں نکالی گئیں۔ مقررین نے کہا کہ کشمیری عوام اپنے حق خودارادیت سے کسی صورت دستبردار نہیں ہوں گے۔ لائن آف کنٹرول پر بھارتی فوج کی بلا اشتعال فائرنگ سے شہری آبادی کو نشانہ بنایا گیا، پاک فوج نے (704, 1045, 829, 1219)
marker-label: بقیہ (297, 472, 327, 490)
continuation-marker (238, 160, 329, 182)
continuation-marker (594, 1290, 699, 1312)
